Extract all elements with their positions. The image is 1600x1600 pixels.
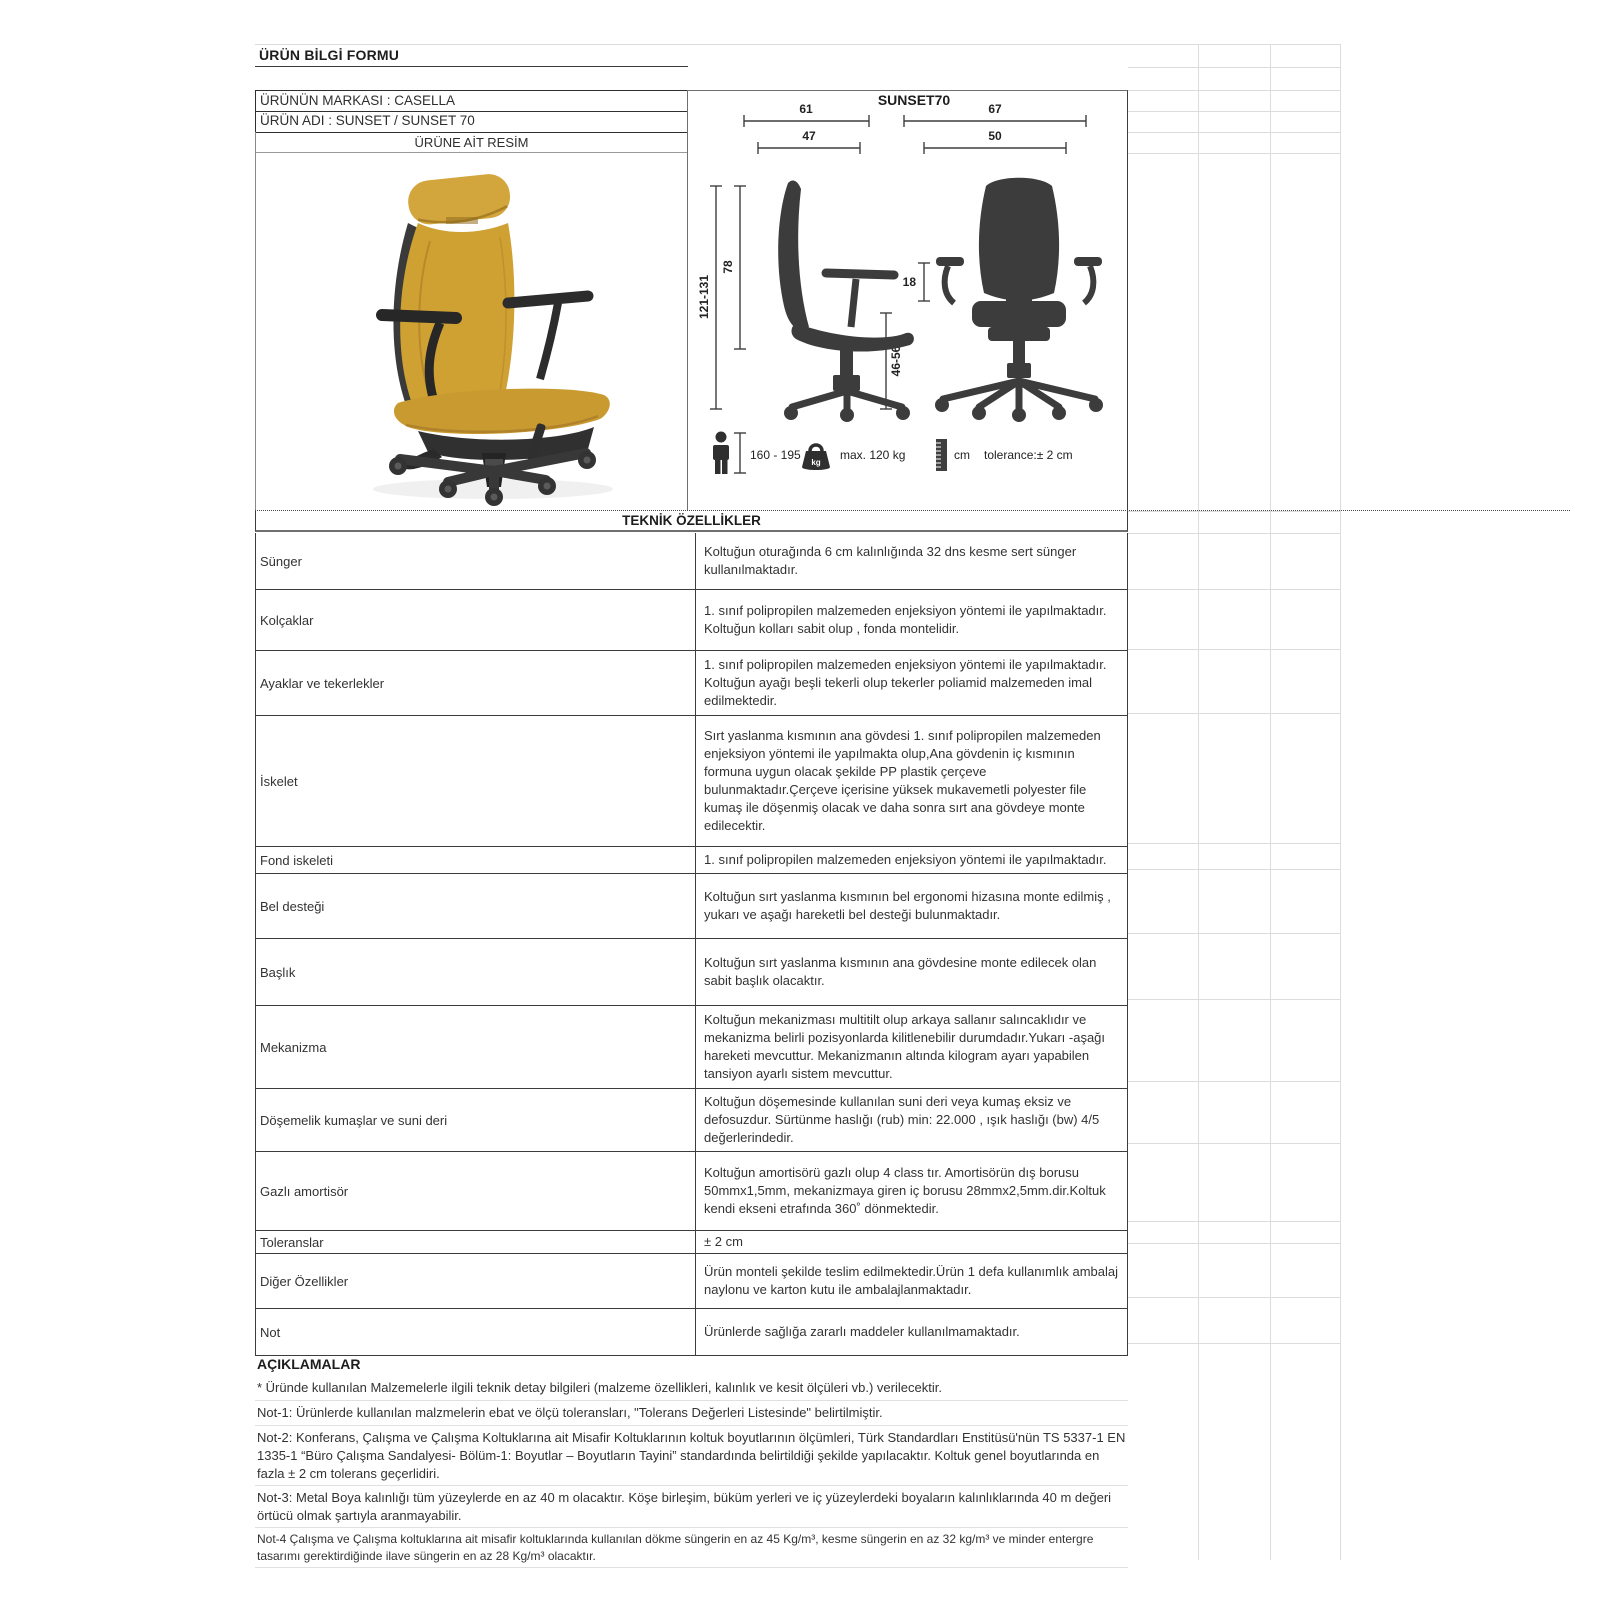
specs-table [255,533,1128,1356]
dim-seat-height: 46-56 [889,345,903,377]
table-row [256,1231,1127,1254]
grid-line [1128,153,1340,154]
grid-line [1128,111,1340,112]
spec-label: Gazlı amortisör [260,1183,349,1199]
grid-line [1128,999,1340,1000]
spec-label: Toleranslar [260,1234,324,1250]
grid-line [1128,1243,1340,1244]
page-title: ÜRÜN BİLGİ FORMU [255,44,688,67]
ruler-unit-label: cm [954,448,970,462]
spec-label: Fond iskeleti [260,852,333,868]
person-range-label: 160 - 195 [750,448,801,462]
weight-icon [802,445,830,470]
dim-total-height: 121-131 [697,274,711,320]
spec-value: Sırt yaslanma kısmının ana gövdesi 1. sınıf polipropilen malzemeden enjeksiyon yöntemi ile yapılmakta olup,Ana gövdenin iç kısmının formuna uygun olacak şekilde PP plastik çerçeve bulunmaktadır.Çerçeve içerisine yüksek mukavemetli polyester file kumaş ile döşenmiş olacak ve daha sonra sırt ana gövdeye monte edilecektir. [695,716,1127,846]
note-item: Not-1: Ürünlerde kullanılan malzmelerin ebat ve ölçü toleransları, "Tolerans Değerleri Listesinde" belirtilmiştir. [255,1401,1128,1426]
grid-line [1128,649,1340,650]
note-item: Not-3: Metal Boya kalınlığı tüm yüzeylerde en az 40 m olacaktır. Köşe birleşim, büküm yerleri ve iç yüzeylerdeki boyaların kalınlıklarında 40 m değeri örtücü olmak şartıyla aranmayabilir. [255,1486,1128,1528]
grid-line [1128,90,1340,91]
brand-row: ÜRÜNÜN MARKASI : CASELLA [255,90,688,112]
spec-value: Koltuğun döşemesinde kullanılan suni deri veya kumaş eksiz ve defosuzdur. Sürtünme haslığı (rub) min: 22.000 , ışık haslığı (bw) 4/5 değerlerindedir. [695,1089,1127,1151]
spec-label: Mekanizma [260,1039,327,1055]
grid-line [1128,869,1340,870]
table-row [256,533,1127,590]
grid-line [1128,843,1340,844]
spec-label: İskelet [260,773,298,789]
table-row [256,1254,1127,1309]
dim-front-width-seat: 50 [988,129,1002,143]
spec-label: Döşemelik kumaşlar ve suni deri [260,1112,448,1128]
grid-line [1340,44,1341,1560]
dim-side-width-outer: 61 [799,102,813,116]
spec-value: Koltuğun oturağında 6 cm kalınlığında 32 dns kesme sert sünger kullanılmaktadır. [695,533,1127,589]
grid-line [1128,1081,1340,1082]
table-row [256,651,1127,716]
table-row [256,590,1127,651]
table-row [256,874,1127,939]
spec-value: Koltuğun mekanizması multitilt olup arkaya sallanır salıncaklıdır ve mekanizma belirli pozisyonlarda kilitlenebilir durumdadır.Yukarı -aşağı hareketi mevcuttur. Mekanizmanın altında kilogram ayarı yapabilen tansiyon ayarlı sistem mevcuttur. [695,1006,1127,1088]
table-row [256,847,1127,874]
spec-label: Diğer Özellikler [260,1273,349,1289]
technical-drawing-cell [687,90,1128,511]
dim-front-width-outer: 67 [988,102,1002,116]
table-row [256,1006,1127,1089]
grid-line [1128,67,1340,68]
table-row [256,1152,1127,1231]
spec-value: 1. sınıf polipropilen malzemeden enjeksiyon yöntemi ile yapılmaktadır. Koltuğun ayağı beşli tekerli olup tekerler poliamid malzemeden imal edilmektedir. [695,651,1127,715]
person-icon [713,432,729,475]
spec-label: Ayaklar ve tekerlekler [260,675,385,691]
spec-label: Not [260,1324,281,1340]
technical-drawing [688,91,1127,510]
table-row [256,939,1127,1006]
spec-value: Koltuğun sırt yaslanma kısmının ana gövdesine monte edilecek olan sabit başlık olacaktır. [695,939,1127,1005]
spec-value: 1. sınıf polipropilen malzemeden enjeksiyon yöntemi ile yapılmaktadır. [695,847,1127,873]
grid-line [1198,44,1199,1560]
grid-line [1128,132,1340,133]
drawing-title: SUNSET70 [877,92,951,108]
table-row [256,716,1127,847]
weight-kg-label: kg [811,458,821,467]
spec-label: Bel desteği [260,898,325,914]
spec-value: 1. sınıf polipropilen malzemeden enjeksiyon yöntemi ile yapılmaktadır. Koltuğun kolları sabit olup , fonda montelidir. [695,590,1127,650]
dim-armrest-height: 18 [902,275,916,289]
grid-line [1270,44,1271,1560]
note-item: * Üründe kullanılan Malzemelerle ilgili teknik detay bilgileri (malzeme özellikleri, kalınlık ve kesit ölçüleri vb.) verilecektir. [255,1376,1128,1401]
dim-back-height: 78 [721,260,735,274]
grid-line [1128,1143,1340,1144]
image-caption: ÜRÜNE AİT RESİM [255,132,688,153]
grid-line [1128,713,1340,714]
tolerance-label: tolerance:± 2 cm [984,448,1073,462]
grid-line [1128,1297,1340,1298]
product-name-row: ÜRÜN ADI : SUNSET / SUNSET 70 [255,111,688,133]
dim-side-width-seat: 47 [802,129,816,143]
grid-line [1128,511,1340,512]
grid-line [1128,1343,1340,1344]
grid-line [1128,933,1340,934]
notes-section [255,1348,1128,1568]
table-row [256,1089,1127,1152]
grid-line [1128,1221,1340,1222]
note-item: Not-2: Konferans, Çalışma ve Çalışma Koltuklarına ait Misafir Koltuklarının koltuk boyutlarının ölçümleri, Türk Standardları Enstitüsü'nün TS 5337-1 EN 1335-1 “Büro Çalışma Sandalyesi- Bölüm-1: Boyutlar – Boyutların Tayini” standardında belirtildiği şekilde yapılacaktır. Koltuk genel boyutlarında en fazla ± 2 cm tolerans geçerlidiri. [255,1426,1128,1486]
spec-value: Ürünlerde sağlığa zararlı maddeler kullanılmamaktadır. [695,1309,1127,1355]
max-weight-label: max. 120 kg [840,448,906,462]
product-photo-cell [255,153,688,511]
spec-label: Sünger [260,553,302,569]
specs-header: TEKNİK ÖZELLİKLER [255,511,1128,532]
spec-label: Başlık [260,964,296,980]
spec-value: Ürün monteli şekilde teslim edilmektedir.Ürün 1 defa kullanımlık ambalaj naylonu ve karton kutu ile ambalajlanmaktadır. [695,1254,1127,1308]
notes-header: AÇIKLAMALAR [257,1356,361,1372]
side-view-silhouette [778,181,914,422]
spec-value: Koltuğun sırt yaslanma kısmının bel ergonomi hizasına monte edilmiş , yukarı ve aşağı hareketli bel desteği bulunmaktadır. [695,874,1127,938]
grid-line [1128,589,1340,590]
spec-label: Kolçaklar [260,612,314,628]
note-item: Not-4 Çalışma ve Çalışma koltuklarına ait misafir koltuklarında kullanılan dökme süngerin en az 45 Kg/m³, kesme süngerin en az 32 kg/m³ ve minder entergre tasarımı gerektirdiğinde ilave süngerin en az 28 Kg/m³ olacaktır. [255,1528,1128,1568]
spec-value: Koltuğun amortisörü gazlı olup 4 class tır. Amortisörün dış borusu 50mmx1,5mm, mekanizmaya giren iç borusu 28mmx2,5mm.dir.Koltuk kendi ekseni etrafında 360˚ dönmektedir. [695,1152,1127,1230]
product-photo [256,153,687,509]
ruler-icon [936,439,947,471]
grid-line [1128,533,1340,534]
spec-value: ± 2 cm [695,1231,1127,1253]
